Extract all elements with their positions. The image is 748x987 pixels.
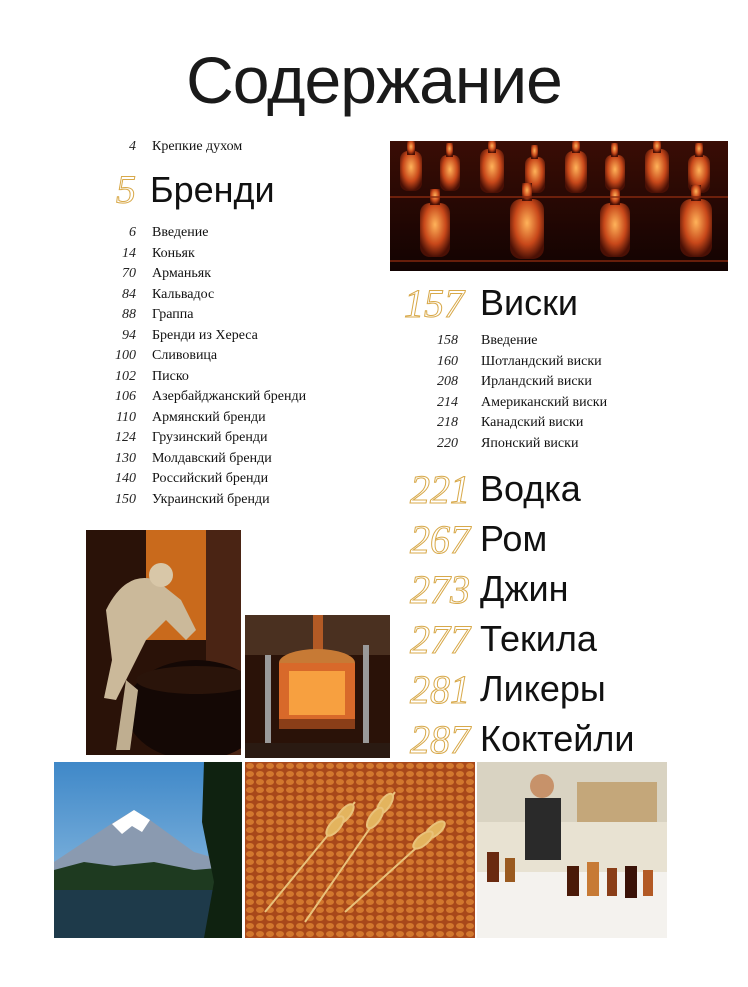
page-number: 6 — [129, 225, 136, 240]
entry-label: Сливовица — [152, 348, 218, 363]
entry-label: Молдавский бренди — [152, 450, 272, 466]
wheat-photo — [245, 762, 475, 938]
entry-label: Японский виски — [481, 435, 579, 451]
section-label: Коктейли — [480, 718, 635, 759]
page-number: 140 — [115, 471, 136, 486]
entry-label: Российский бренди — [152, 471, 269, 486]
page-number: 4 — [129, 139, 136, 154]
section-label: Ликеры — [480, 668, 606, 709]
section-page-number: 277 — [410, 617, 470, 662]
section-page-number: 221 — [410, 467, 470, 512]
bottles-photo — [390, 141, 728, 271]
page-number: 158 — [437, 333, 458, 348]
page-number: 100 — [115, 348, 136, 363]
entry-label: Коньяк — [152, 245, 195, 261]
entry-label: Грузинский бренди — [152, 430, 268, 445]
entry-label: Граппа — [152, 307, 194, 322]
section-page-number: 287 — [410, 717, 470, 762]
page-number: 130 — [115, 450, 136, 466]
page-number: 208 — [437, 374, 458, 389]
page-number: 84 — [122, 286, 136, 302]
entry-label: Армянский бренди — [152, 409, 266, 425]
entry-label: Украинский бренди — [152, 491, 270, 507]
section-page-number: 273 — [410, 567, 470, 612]
mountain-photo — [54, 762, 242, 938]
page-number: 160 — [437, 353, 458, 369]
page-number: 124 — [115, 430, 136, 445]
page-number: 94 — [122, 327, 136, 343]
page-number: 110 — [116, 409, 136, 425]
section-label: Виски — [480, 282, 578, 323]
page-number: 106 — [115, 389, 136, 404]
entry-label: Писко — [152, 368, 189, 384]
lab-photo — [477, 762, 667, 938]
page-number: 102 — [115, 368, 136, 384]
section-label: Текила — [480, 618, 597, 659]
page-number: 14 — [122, 245, 136, 261]
page-number: 150 — [115, 491, 136, 507]
page-number: 220 — [437, 435, 458, 451]
entry-label: Введение — [152, 225, 209, 240]
section-label: Ром — [480, 518, 548, 559]
entry-label: Американский виски — [481, 394, 608, 410]
entry-label: Ирландский виски — [481, 374, 592, 389]
entry-label: Кальвадос — [152, 286, 215, 302]
page-number: 70 — [122, 266, 136, 281]
still-photo — [245, 615, 390, 758]
section-label: Водка — [480, 468, 581, 509]
section-label: Бренди — [150, 169, 275, 210]
entry-label: Канадский виски — [481, 415, 584, 430]
section-page-number: 157 — [404, 281, 464, 326]
entry-label: Шотландский виски — [481, 353, 602, 369]
entry-label: Бренди из Хереса — [152, 327, 258, 343]
page-number: 218 — [437, 415, 458, 430]
section-page-number: 267 — [410, 517, 470, 562]
page-number: 88 — [122, 307, 136, 322]
entry-label: Крепкие духом — [152, 139, 243, 154]
section-page-number: 5 — [116, 167, 136, 212]
entry-label: Арманьяк — [152, 266, 211, 281]
entry-label: Введение — [481, 333, 538, 348]
section-label: Джин — [480, 568, 569, 609]
statue-photo — [86, 530, 241, 755]
page-title: Содержание — [186, 43, 562, 117]
section-page-number: 281 — [410, 667, 470, 712]
page-number: 214 — [437, 394, 458, 410]
entry-label: Азербайджанский бренди — [152, 389, 307, 404]
